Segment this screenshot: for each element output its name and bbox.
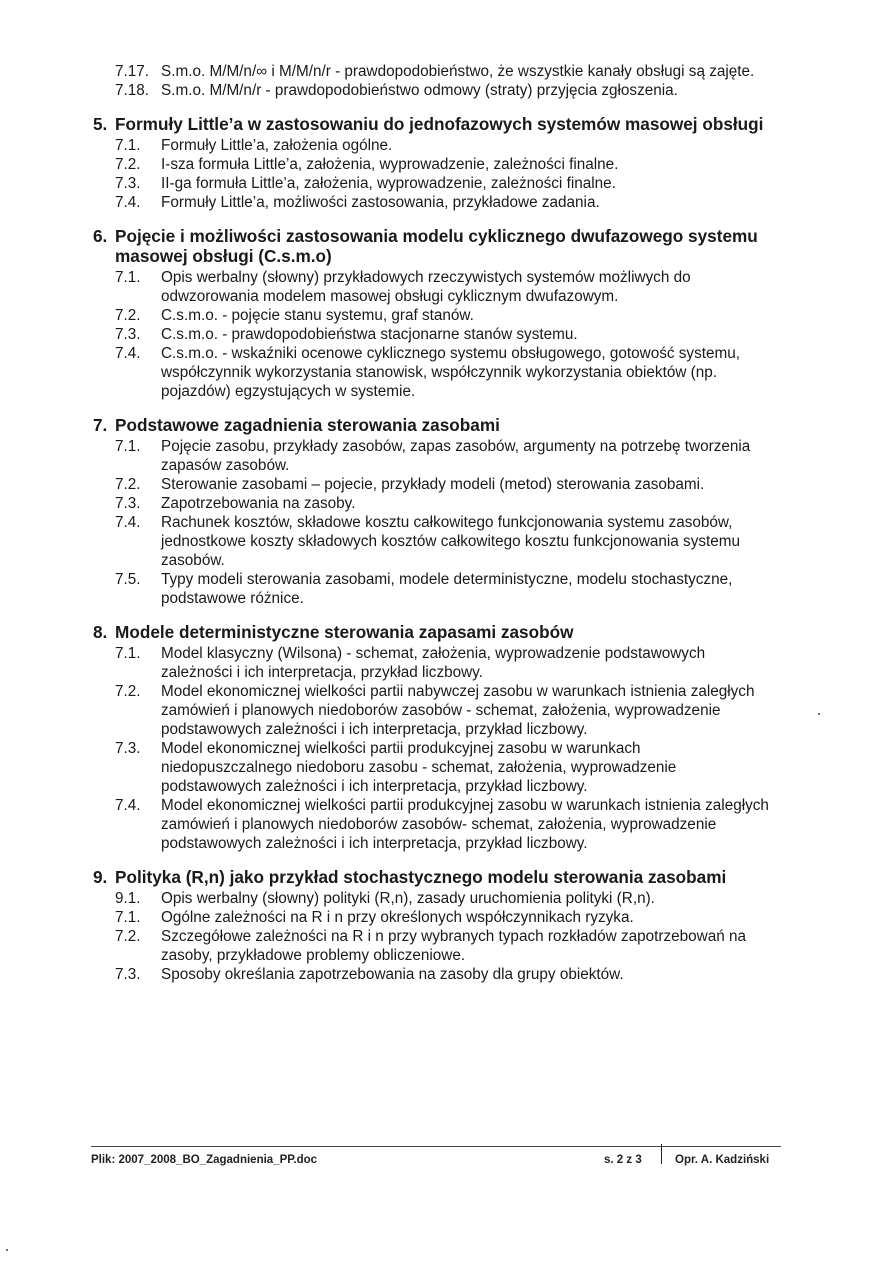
item-number: 7.1. [115,137,141,154]
section-number: 7. [93,415,108,435]
item-number: 7.2. [115,683,141,700]
item-number: 7.4. [115,514,141,531]
item-text: Model ekonomicznej wielkości partii nabywczej zasobu w warunkach istnienia zaległych zamówień i planowych niedoborów zasobów - schemat, założenia, wyprowadzenie podstawowych zależności i ich interpretacja, przykład liczbowy. [161,683,755,738]
section-heading [93,114,773,134]
item-number: 7.1. [115,645,141,662]
item-number: 7.18. [115,82,150,99]
section-number: 5. [93,114,108,134]
item-text: Rachunek kosztów, składowe kosztu całkowitego funkcjonowania systemu zasobów, jednostkowe koszty składowych kosztów całkowitego kosztu funkcjonowania systemu zasobów. [161,514,741,569]
section-title: Modele deterministyczne sterowania zapasami zasobów [115,622,574,642]
footer-filename: Plik: 2007_2008_BO_Zagadnienia_PP.doc [91,1154,318,1166]
item-text: Model ekonomicznej wielkości partii produkcyjnej zasobu w warunkach niedopuszczalnego niedoboru zasobu - schemat, założenia, wyprowadzenie podstawowych zależności i ich interpretacja, przykład liczbowy. [161,740,677,795]
item-number: 7.2. [115,156,141,173]
list-item [115,644,773,682]
section-title: Formuły Little’a w zastosowaniu do jednofazowych systemów masowej obsługi [115,114,764,134]
list-item [115,739,773,796]
section-title: Pojęcie i możliwości zastosowania modelu cyklicznego dwufazowego systemu masowej obsługi (C.s.m.o) [115,226,758,266]
item-text: Sterowanie zasobami – pojecie, przykłady modeli (metod) sterowania zasobami. [161,476,705,493]
section-5 [93,114,773,212]
section-number: 6. [93,226,108,246]
list-item [115,494,773,513]
item-number: 7.3. [115,740,141,757]
scan-speck [818,713,820,715]
list-item [115,927,773,965]
page-footer [91,1146,781,1166]
item-number: 7.1. [115,909,141,926]
list-item [115,796,773,853]
list-item [115,136,773,155]
item-text: Zapotrzebowania na zasoby. [161,495,356,512]
item-number: 7.3. [115,966,141,983]
continued-item-list [115,62,773,100]
list-item [115,437,773,475]
section-number: 8. [93,622,108,642]
list-item [115,475,773,494]
section-title: Polityka (R,n) jako przykład stochastycznego modelu sterowania zasobami [115,867,727,887]
item-text: Sposoby określania zapotrzebowania na zasoby dla grupy obiektów. [161,966,624,983]
item-number: 7.2. [115,928,141,945]
item-number: 7.3. [115,495,141,512]
section-item-list [115,437,773,608]
section-item-list [115,136,773,212]
section-heading [93,622,773,642]
document-content [93,62,773,984]
list-item [115,306,773,325]
list-item [115,344,773,401]
item-text: C.s.m.o. - prawdopodobieństwa stacjonarne stanów systemu. [161,326,578,343]
list-item [115,81,773,100]
section-number: 9. [93,867,108,887]
item-text: I-sza formuła Little’a, założenia, wyprowadzenie, zależności finalne. [161,156,619,173]
item-text: Opis werbalny (słowny) przykładowych rzeczywistych systemów możliwych do odwzorowania modelem masowej obsługi cyklicznym dwufazowym. [161,269,691,305]
section-item-list [115,644,773,853]
footer-separator [661,1144,662,1164]
item-number: 7.3. [115,326,141,343]
list-item [115,570,773,608]
item-text: Model klasyczny (Wilsona) - schemat, założenia, wyprowadzenie podstawowych zależności i ich interpretacja, przykład liczbowy. [161,645,706,681]
item-number: 9.1. [115,890,141,907]
list-item [115,908,773,927]
item-number: 7.4. [115,797,141,814]
item-text: S.m.o. M/M/n/∞ i M/M/n/r - prawdopodobieństwo, że wszystkie kanały obsługi są zajęte. [161,63,755,80]
item-text: Typy modeli sterowania zasobami, modele deterministyczne, modelu stochastyczne, podstawowe różnice. [161,571,733,607]
item-number: 7.2. [115,476,141,493]
item-text: Ogólne zależności na R i n przy określonych współczynnikach ryzyka. [161,909,634,926]
section-6 [93,226,773,401]
list-item [115,193,773,212]
footer-author: Opr. A. Kadziński [675,1154,770,1166]
list-item [115,682,773,739]
item-text: Pojęcie zasobu, przykłady zasobów, zapas zasobów, argumenty na potrzebę tworzenia zapasów zasobów. [161,438,751,474]
list-item [115,174,773,193]
scan-speck [6,1249,8,1251]
item-text: C.s.m.o. - wskaźniki ocenowe cyklicznego systemu obsługowego, gotowość systemu, współczynnik wykorzystania stanowisk, współczynnik wykorzystania obiektów (np. pojazdów) egzystujących w systemie. [161,345,740,400]
item-number: 7.2. [115,307,141,324]
item-number: 7.17. [115,63,150,80]
section-7 [93,415,773,608]
section-heading [93,226,773,266]
section-title: Podstawowe zagadnienia sterowania zasobami [115,415,500,435]
list-item [115,155,773,174]
section-9 [93,867,773,984]
section-heading [93,867,773,887]
list-item [115,268,773,306]
item-number: 7.4. [115,345,141,362]
list-item [115,325,773,344]
list-item [115,965,773,984]
section-8 [93,622,773,853]
footer-page-number: s. 2 z 3 [604,1154,642,1166]
section-heading [93,415,773,435]
item-number: 7.4. [115,194,141,211]
item-text: C.s.m.o. - pojęcie stanu systemu, graf stanów. [161,307,474,324]
item-text: Opis werbalny (słowny) polityki (R,n), zasady uruchomienia polityki (R,n). [161,890,655,907]
item-number: 7.1. [115,269,141,286]
item-number: 7.3. [115,175,141,192]
item-text: Model ekonomicznej wielkości partii produkcyjnej zasobu w warunkach istnienia zaległych zamówień i planowych niedoborów zasobów- schemat, założenia, wyprowadzenie podstawowych zależności i ich interpretacja, przykład liczbowy. [161,797,769,852]
list-item [115,62,773,81]
item-text: Formuły Little’a, założenia ogólne. [161,137,393,154]
item-number: 7.1. [115,438,141,455]
item-text: Formuły Little’a, możliwości zastosowania, przykładowe zadania. [161,194,600,211]
section-item-list [115,268,773,401]
list-item [115,513,773,570]
item-number: 7.5. [115,571,141,588]
item-text: II-ga formuła Little’a, założenia, wyprowadzenie, zależności finalne. [161,175,616,192]
list-item [115,889,773,908]
item-text: S.m.o. M/M/n/r - prawdopodobieństwo odmowy (straty) przyjęcia zgłoszenia. [161,82,678,99]
item-text: Szczegółowe zależności na R i n przy wybranych typach rozkładów zapotrzebowań na zasoby, przykładowe problemy obliczeniowe. [161,928,746,964]
section-item-list [115,889,773,984]
